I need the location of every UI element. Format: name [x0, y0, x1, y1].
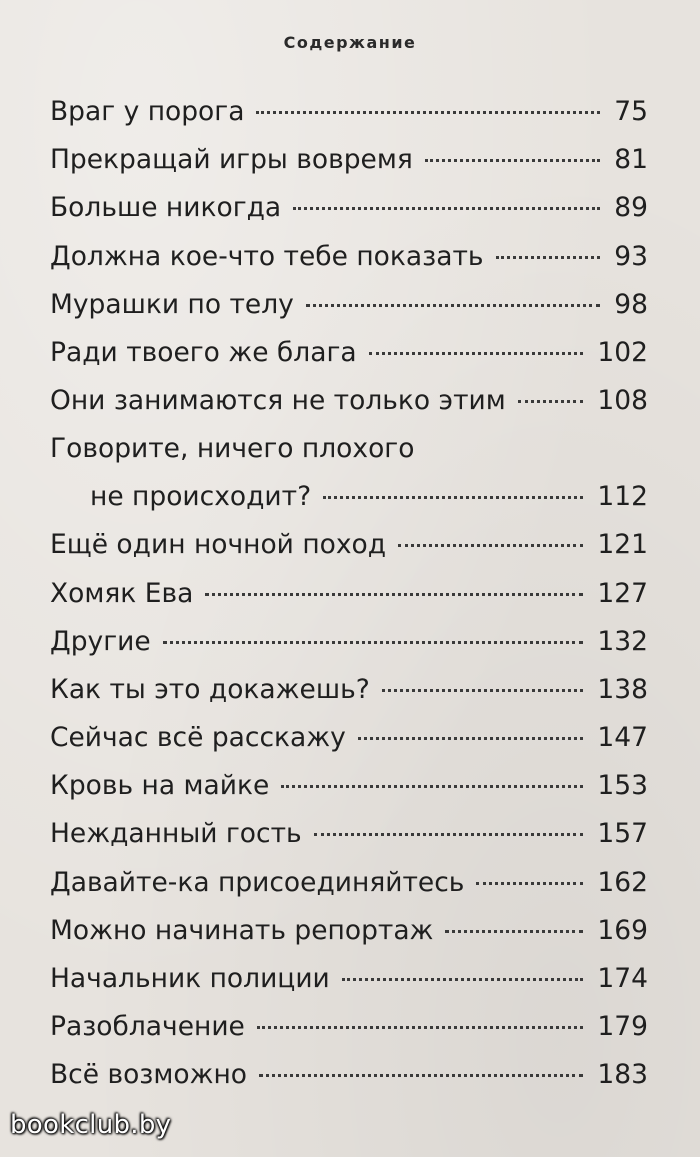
- toc-entry-page: 81: [614, 144, 648, 176]
- toc-entry-page: 121: [597, 529, 648, 561]
- dot-leader: [445, 930, 583, 933]
- toc-entry-page: 108: [597, 385, 648, 417]
- toc-entry: [50, 955, 648, 1003]
- toc-entry-title-line2: не происходит?: [90, 481, 312, 513]
- toc-entry: [50, 281, 648, 329]
- toc-entry: [50, 184, 648, 232]
- toc-entry-title: Они занимаются не только этим: [50, 385, 506, 417]
- dot-leader: [163, 641, 584, 644]
- toc-entry-page: 93: [614, 240, 648, 272]
- toc-entry: [50, 618, 648, 666]
- toc-entry-page: 147: [597, 722, 648, 754]
- dot-leader: [425, 159, 600, 162]
- toc-entry-page: 162: [597, 866, 648, 898]
- dot-leader: [369, 352, 584, 355]
- dot-leader: [342, 978, 584, 981]
- toc-entry: [50, 859, 648, 907]
- toc-entry-title: Другие: [50, 625, 151, 657]
- toc-entry: [50, 810, 648, 858]
- toc-entry-title: Мурашки по телу: [50, 288, 294, 320]
- toc-entry-page: 153: [597, 770, 648, 802]
- dot-leader: [257, 1026, 584, 1029]
- dot-leader: [256, 111, 600, 114]
- toc-entry: [50, 762, 648, 810]
- toc-entry: [50, 666, 648, 714]
- toc-entry-title: Можно начинать репортаж: [50, 914, 434, 946]
- toc-entry-title: Прекращай игры вовремя: [50, 144, 413, 176]
- toc-entry-title: Нежданный гость: [50, 818, 302, 850]
- toc-entry-page: 179: [597, 1011, 648, 1043]
- toc-entry: [50, 521, 648, 569]
- toc-entry-page: 98: [614, 288, 648, 320]
- toc-entry-title: Кровь на майке: [50, 770, 270, 802]
- toc-entry-page: 169: [597, 914, 648, 946]
- toc-entry: [50, 425, 648, 521]
- running-head: Содержание: [283, 33, 417, 52]
- dot-leader: [496, 256, 601, 259]
- toc-entry-title: Как ты это докажешь?: [50, 673, 370, 705]
- dot-leader: [323, 496, 583, 499]
- dot-leader: [259, 1074, 583, 1077]
- toc-entry-page: 157: [597, 818, 648, 850]
- toc-entry-page: 112: [597, 481, 648, 513]
- toc-entry-page: 138: [597, 673, 648, 705]
- dot-leader: [205, 593, 583, 596]
- toc-entry-page: 183: [597, 1059, 648, 1091]
- toc-entry-page: 75: [614, 96, 648, 127]
- toc-entry: [50, 570, 648, 618]
- toc-entry-title-line1: Говорите, ничего плохого: [50, 433, 415, 465]
- dot-leader: [382, 689, 584, 692]
- toc-entry-page: 132: [597, 625, 648, 657]
- dot-leader: [314, 833, 584, 836]
- dot-leader: [518, 400, 584, 403]
- dot-leader: [476, 882, 583, 885]
- toc-entry-title: Должна кое-что тебе показать: [50, 240, 484, 272]
- toc-entry: [50, 1051, 648, 1099]
- toc-entry: [50, 377, 648, 425]
- toc-entry-title: Враг у порога: [50, 96, 245, 127]
- toc-entry-page: 127: [597, 577, 648, 609]
- dot-leader: [293, 207, 600, 210]
- dot-leader: [306, 304, 600, 307]
- watermark: bookclub.by: [10, 1110, 172, 1140]
- table-of-contents: [50, 88, 648, 1100]
- toc-entry-page: 89: [614, 192, 648, 224]
- toc-entry-title: Начальник полиции: [50, 963, 330, 994]
- toc-entry-page: 174: [597, 963, 648, 994]
- dot-leader: [398, 544, 583, 547]
- toc-entry-title: Давайте-ка присоединяйтесь: [50, 866, 465, 898]
- toc-entry: [50, 233, 648, 281]
- toc-entry-page: 102: [597, 336, 648, 368]
- toc-entry-title: Разоблачение: [50, 1011, 245, 1043]
- dot-leader: [281, 785, 583, 788]
- toc-entry-title: Ещё один ночной поход: [50, 529, 387, 561]
- toc-entry: [50, 136, 648, 184]
- toc-entry-title: Хомяк Ева: [50, 577, 194, 609]
- toc-entry-title: Больше никогда: [50, 192, 282, 224]
- toc-entry-title: Ради твоего же блага: [50, 336, 357, 368]
- toc-entry: [50, 88, 648, 136]
- toc-entry: [50, 907, 648, 955]
- toc-entry: [50, 714, 648, 762]
- toc-entry: [50, 329, 648, 377]
- toc-entry: [50, 1003, 648, 1051]
- dot-leader: [358, 737, 584, 740]
- toc-entry-title: Всё возможно: [50, 1059, 248, 1091]
- toc-entry-title: Сейчас всё расскажу: [50, 722, 346, 754]
